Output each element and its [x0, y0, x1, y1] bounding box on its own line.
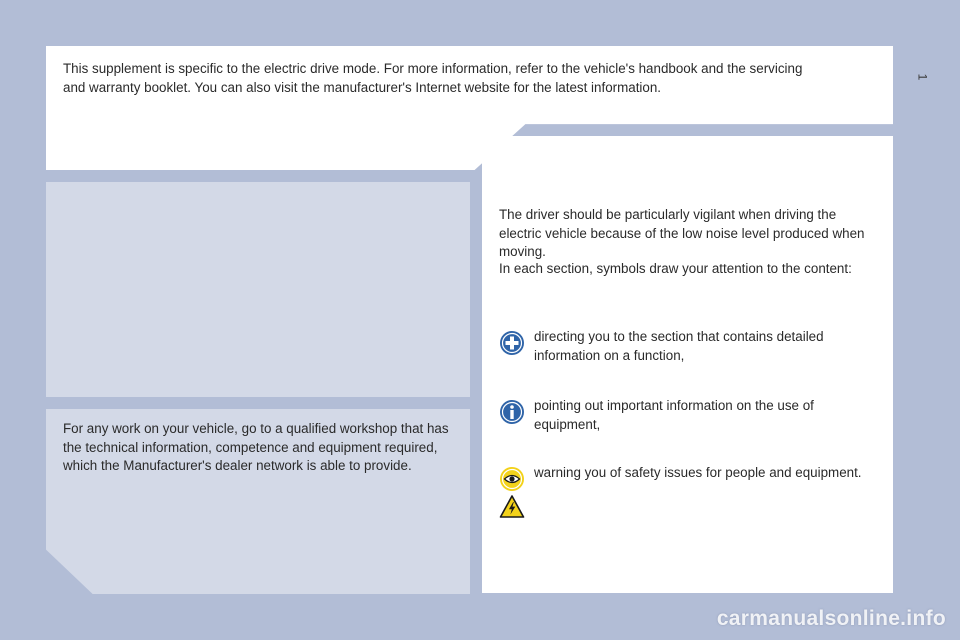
symbol-plus-text: directing you to the section that contains detailed information on a function, [534, 329, 824, 363]
workshop-text: For any work on your vehicle, go to a qualified workshop that has the technical information, competence and equipment required, which the Manufacturer's dealer network is able to provide. [63, 421, 449, 473]
symbol-info-text: pointing out important information on the use of equipment, [534, 398, 814, 432]
symbol-warning-text: warning you of safety issues for people and equipment. [534, 465, 862, 480]
watermark: carmanualsonline.info [716, 607, 946, 630]
page-number: 1 [915, 73, 930, 81]
eye-warning-icon [499, 466, 525, 492]
symbols-intro-text: In each section, symbols draw your attention to the content: [499, 261, 852, 276]
vigilant-text: The driver should be particularly vigilant when driving the electric vehicle because of the low noise level produced when moving. [499, 207, 865, 259]
intro-text: This supplement is specific to the electric drive mode. For more information, refer to the vehicle's handbook and the servicing and warranty booklet. You can also visit the manufacturer's Internet website for the latest information. [63, 61, 803, 95]
info-icon [499, 399, 525, 425]
plus-icon [499, 330, 525, 356]
high-voltage-icon [499, 494, 525, 520]
image-placeholder-panel [46, 182, 470, 397]
